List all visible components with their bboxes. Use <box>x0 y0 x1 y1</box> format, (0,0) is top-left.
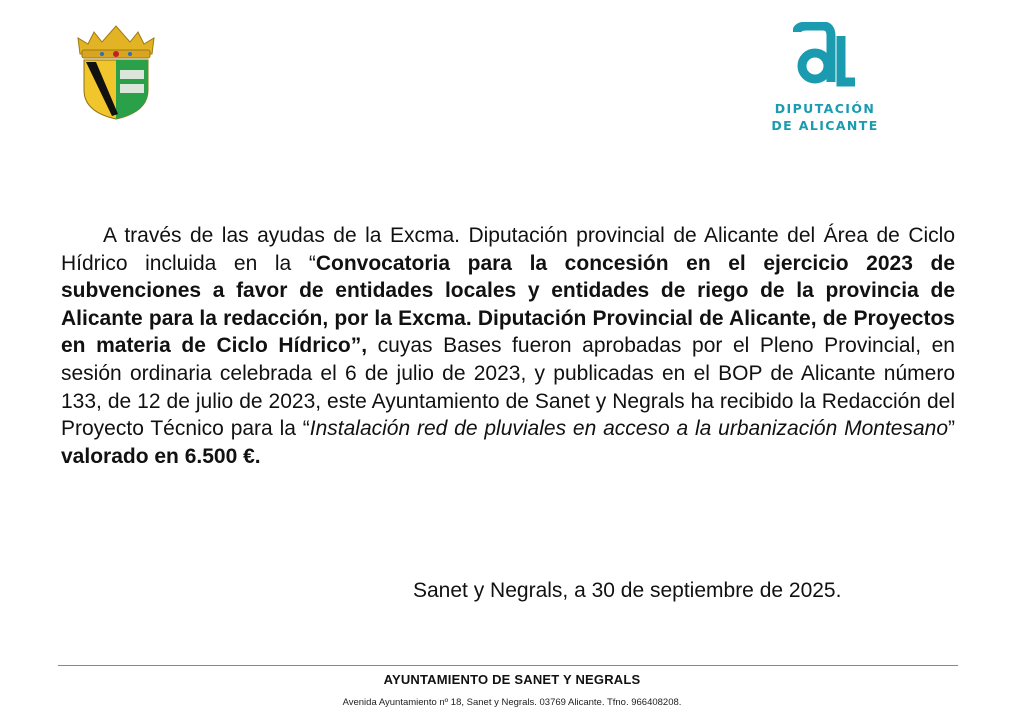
coat-of-arms-logo <box>74 24 158 120</box>
body-text-convocatoria: Convocatoria para la concesión en el ejercicio 2023 de subvenciones a favor de entidades locales y entidades de riego de la provincia de Alicante para la redacción, por la Excma. Diputación Provincial de Alicante, de Proyectos en materia de Ciclo Hídrico”, <box>61 251 955 358</box>
crest-icon <box>74 24 158 120</box>
footer-address: Avenida Ayuntamiento nº 18, Sanet y Negrals. 03769 Alicante. Tfno. 966408208. <box>342 697 682 708</box>
body-text-bases: cuyas Bases fueron aprobadas por el Pleno Provincial, en sesión ordinaria celebrada el 6 de julio de 2023, y publicadas en el BOP de Alicante número 133, de 12 de julio de 2023, este Ayuntamiento de Sanet y Negrals ha recibido la Redacción del Proyecto Técnico para la “ <box>61 334 955 441</box>
body-text-intro: A través de las ayudas de la Excma. Diputación provincial de Alicante del Área de Ciclo Hídrico incluida en la “ <box>61 224 955 275</box>
body-text-project-title: Instalación red de pluviales en acceso a la urbanización Montesano <box>309 417 949 441</box>
diputacion-alicante-logo <box>766 22 884 134</box>
body-text-amount: valorado en 6.500 €. <box>61 444 261 468</box>
body-text-quote-close: ” <box>948 417 956 441</box>
footer-title: AYUNTAMIENTO DE SANET Y NEGRALS <box>383 672 641 687</box>
place-date-line: Sanet y Negrals, a 30 de septiembre de 2025. <box>413 579 842 602</box>
al-mark-icon <box>793 22 857 88</box>
diputacion-line2: DE ALICANTE <box>771 118 879 133</box>
diputacion-line1: DIPUTACIÓN <box>774 101 876 116</box>
body-paragraph <box>61 222 955 470</box>
footer-divider <box>58 665 958 666</box>
